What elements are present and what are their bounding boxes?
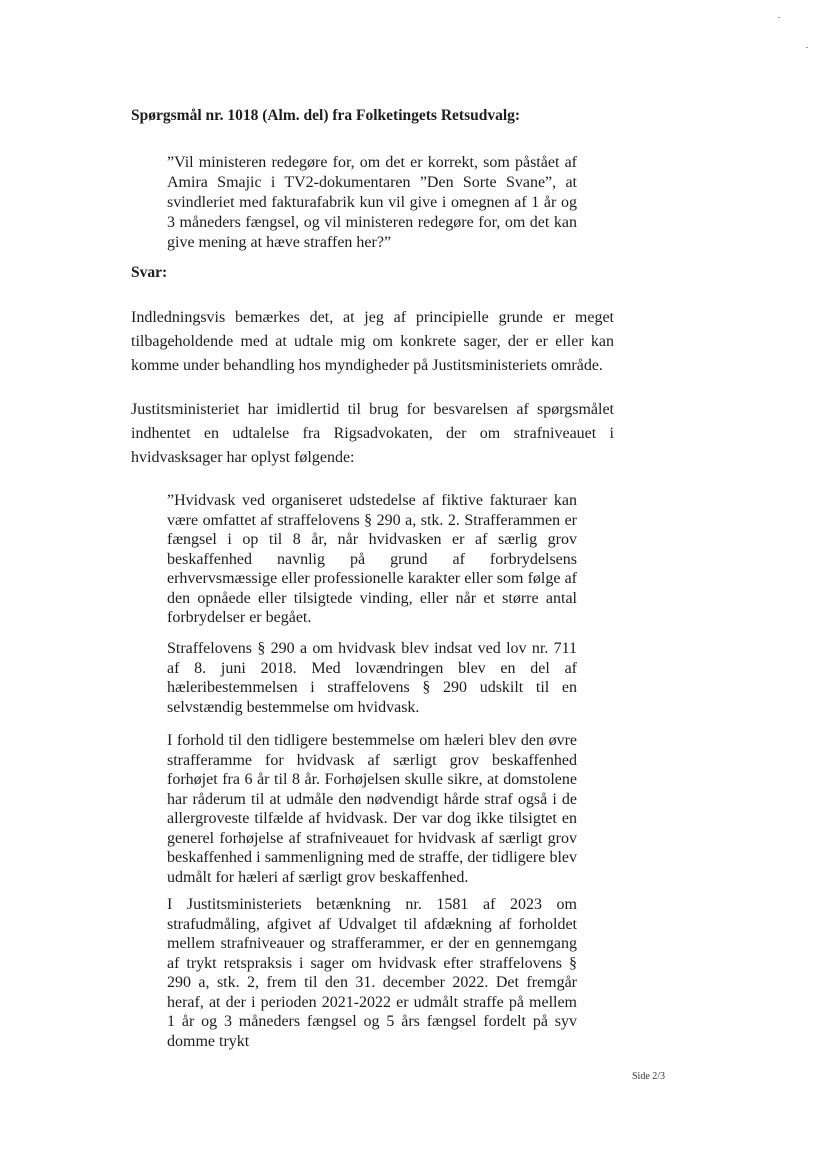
quoted-paragraph: ”Hvidvask ved organiseret udstedelse af fiktive fakturaer kan være omfattet af straffelovens § 290 a, stk. 2. Strafferammen er fængsel i op til 8 år, når hvidvasken er af særlig grov beskaffenhed navnlig på grund af forbrydelsens erhvervsmæssige eller professionelle karakter eller som følge af den opnåede eller tilsigtede vinding, eller når et større antal forbrydelser er begået.: [167, 492, 577, 626]
page-number: Side 2/3: [632, 1071, 666, 1082]
scan-speck: [806, 47, 808, 48]
question-heading: Spørgsmål nr. 1018 (Alm. del) fra Folketingets Retsudvalg:: [131, 107, 521, 124]
quoted-paragraph: Straffelovens § 290 a om hvidvask blev indsat ved lov nr. 711 af 8. juni 2018. Med lovændringen blev en del af hæleribestemmelsen i straffelovens § 290 udskilt til en selvstændig bestemmelse om hvidvask.: [167, 640, 577, 716]
answer-label: Svar:: [131, 264, 168, 281]
answer-paragraph: Indledningsvis bemærkes det, at jeg af principielle grunde er meget tilbageholdende med at udtale mig om konkrete sager, der er eller kan komme under behandling hos myndigheder på Justitsministeriets område.: [131, 309, 614, 374]
scan-speck: [778, 17, 780, 18]
question-text: ”Vil ministeren redegøre for, om det er korrekt, som påstået af Amira Smajic i TV2-dokumentaren ”Den Sorte Svane”, at svindleriet med fakturafabrik kun vil give i omegnen af 1 år og 3 måneders fængsel, og vil ministeren redegøre for, om det kan give mening at hæve straffen her?”: [167, 154, 577, 251]
answer-paragraph: Justitsministeriet har imidlertid til brug for besvarelsen af spørgsmålet indhentet en udtalelse fra Rigsadvokaten, der om strafniveauet i hvidvasksager har oplyst følgende:: [131, 401, 614, 466]
quoted-paragraph: I Justitsministeriets betænkning nr. 1581 af 2023 om strafudmåling, afgivet af Udvalget til afdækning af forholdet mellem strafniveauer og strafferammer, er der en gennemgang af trykt retspraksis i sager om hvidvask efter straffelovens § 290 a, stk. 2, frem til den 31. december 2022. Det fremgår heraf, at der i perioden 2021-2022 er udmålt straffe på mellem 1 år og 3 måneders fængsel og 5 års fængsel fordelt på syv domme trykt: [167, 896, 577, 1050]
quoted-paragraph: I forhold til den tidligere bestemmelse om hæleri blev den øvre strafferamme for hvidvask af særligt grov beskaffenhed forhøjet fra 6 år til 8 år. Forhøjelsen skulle sikre, at domstolene har råderum til at udmåle den nødvendigt hårde straf også i de allergroveste tilfælde af hvidvask. Der var dog ikke tilsigtet en generel forhøjelse af strafniveauet for hvidvask af særligt grov beskaffenhed i sammenligning med de straffe, der tidligere blev udmålt for hæleri af særligt grov beskaffenhed.: [167, 732, 577, 886]
